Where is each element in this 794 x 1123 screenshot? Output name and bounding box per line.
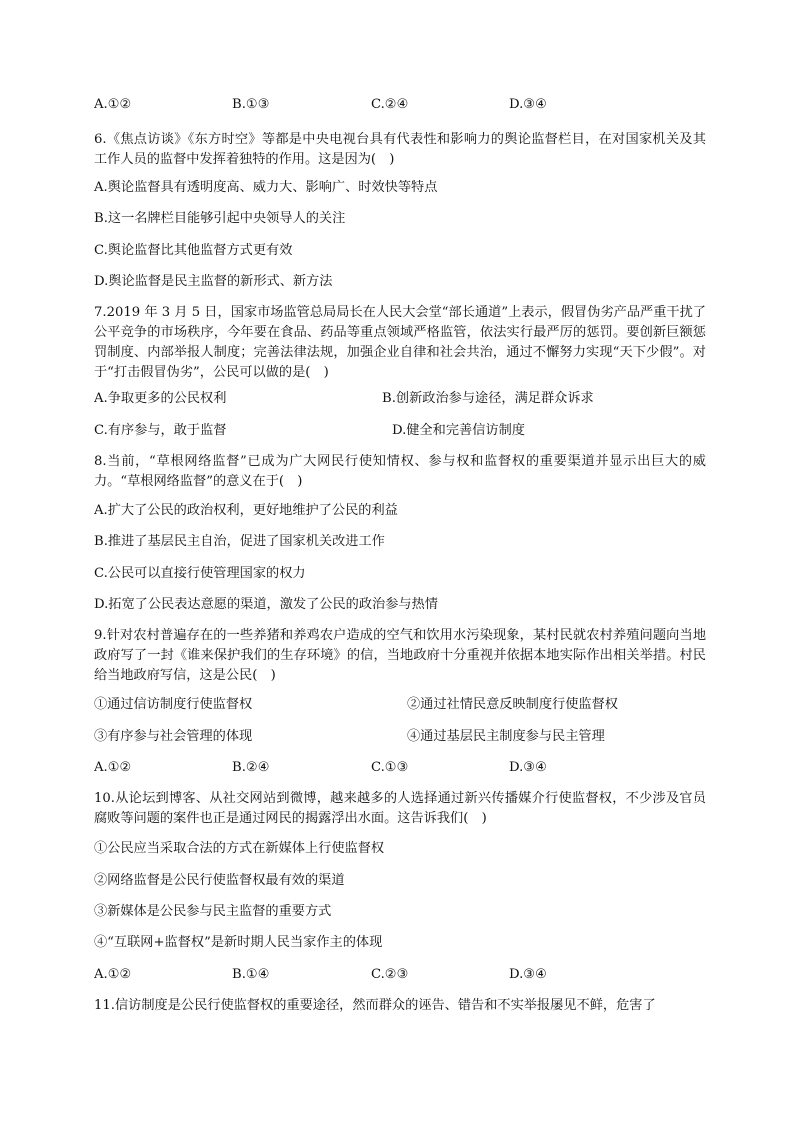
q8-stem: 8.当前，“草根网络监督”已成为广大网民行使知情权、参与权和监督权的重要渠道并显示出巨大的威力。“草根网络监督”的意义在于( ) — [94, 454, 706, 489]
q10-stem: 10.从论坛到博客、从社交网站到微博，越来越多的人选择通过新兴传播媒介行使监督权，不少涉及官员腐败等问题的案件也正是通过网民的揭露浮出水面。这告诉我们( ) — [94, 791, 706, 826]
q8-option-a: A.扩大了公民的政治权利，更好地维护了公民的利益 — [94, 503, 398, 518]
q6-option-a: A.舆论监督具有透明度高、威力大、影响广、时效快等特点 — [94, 180, 438, 195]
q9-statement-2: ②通过社情民意反映制度行使监督权 — [407, 697, 618, 712]
q10-statement-2: ②网络监督是公民行使监督权最有效的渠道 — [94, 873, 345, 888]
q9-statement-3: ③有序参与社会管理的体现 — [94, 729, 253, 744]
q7-stem: 7.2019 年 3 月 5 日，国家市场监管总局局长在人民大会堂“部长通道”上表示，假冒伪劣产品严重干扰了公平竞争的市场秩序，今年要在食品、药品等重点领域严格监管，依法实行最严厉的惩罚。要创新巨额惩罚制度、内部举报人制度；完善法律法规，加强企业自律和社会共治，通过不懈努力实现“天下少假”。对于“打击假冒伪劣”，公民可以做的是( ) — [94, 305, 706, 380]
q5-option-c: C.②④ — [371, 97, 409, 112]
q9-option-a: A.①② — [94, 760, 132, 775]
q6-option-b: B.这一名牌栏目能够引起中央领导人的关注 — [94, 211, 346, 226]
q9-option-d: D.③④ — [509, 760, 547, 775]
q7-option-c: C.有序参与，敢于监督 — [94, 423, 227, 438]
q7-option-d: D.健全和完善信访制度 — [392, 423, 525, 438]
q9-stem: 9.针对农村普遍存在的一些养猪和养鸡农户造成的空气和饮用水污染现象，某村民就农村养殖问题向当地政府写了一封《谁来保护我们的生存环境》的信，当地政府十分重视并依据本地实际作出相关举措。村民给当地政府写信，这是公民( ) — [94, 628, 706, 683]
q7-option-a: A.争取更多的公民权利 — [94, 391, 227, 406]
q11-stem: 11.信访制度是公民行使监督权的重要途径，然而群众的诬告、错告和不实举报屡见不鲜，危害了 — [94, 998, 656, 1013]
q10-statement-4: ④“互联网+监督权”是新时期人民当家作主的体现 — [94, 935, 383, 950]
q10-option-a: A.①② — [94, 967, 132, 982]
q6-option-c: C.舆论监督比其他监督方式更有效 — [94, 243, 293, 258]
q8-option-c: C.公民可以直接行使管理国家的权力 — [94, 566, 306, 581]
q5-option-b: B.①③ — [232, 97, 270, 112]
q9-option-b: B.②④ — [232, 760, 270, 775]
q10-statement-3: ③新媒体是公民参与民主监督的重要方式 — [94, 904, 332, 919]
q8-option-d: D.拓宽了公民表达意愿的渠道，激发了公民的政治参与热情 — [94, 597, 438, 612]
q10-option-d: D.③④ — [509, 967, 547, 982]
q5-option-a: A.①② — [94, 97, 132, 112]
q6-stem: 6.《焦点访谈》《东方时空》等都是中央电视台具有代表性和影响力的舆论监督栏目，在对国家机关及其工作人员的监督中发挥着独特的作用。这是因为( ) — [94, 132, 706, 167]
q5-option-d: D.③④ — [509, 97, 547, 112]
q10-statement-1: ①公民应当采取合法的方式在新媒体上行使监督权 — [94, 841, 385, 856]
q8-option-b: B.推进了基层民主自治，促进了国家机关改进工作 — [94, 534, 385, 549]
q9-statement-1: ①通过信访制度行使监督权 — [94, 697, 253, 712]
q10-option-b: B.①④ — [232, 967, 270, 982]
q9-option-c: C.①③ — [371, 760, 409, 775]
q10-option-c: C.②③ — [371, 967, 409, 982]
q7-option-b: B.创新政治参与途径，满足群众诉求 — [382, 391, 594, 406]
q9-statement-4: ④通过基层民主制度参与民主管理 — [407, 729, 605, 744]
q6-option-d: D.舆论监督是民主监督的新形式、新方法 — [94, 274, 333, 289]
